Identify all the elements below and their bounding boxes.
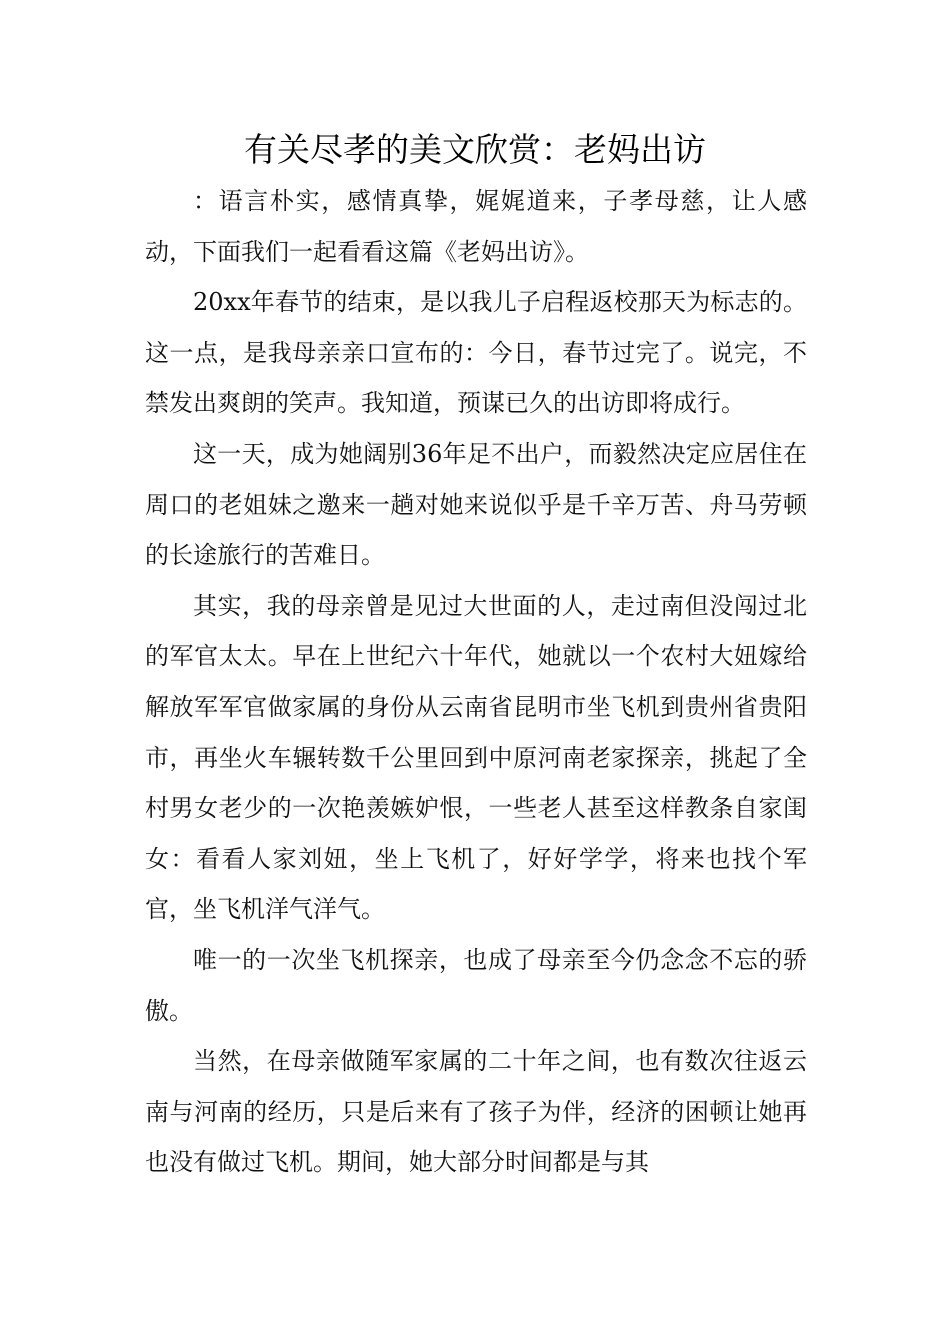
paragraph: 20xx年春节的结束，是以我儿子启程返校那天为标志的。这一点，是我母亲亲口宣布的：今日，春节过完了。说完，不禁发出爽朗的笑声。我知道，预谋已久的出访即将成行。 — [145, 288, 807, 418]
document-title: 有关尽孝的美文欣赏：老妈出访 — [244, 130, 706, 169]
paragraph-intro: ：语言朴实，感情真挚，娓娓道来，子孝母慈，让人感动，下面我们一起看看这篇《老妈出访》。 — [145, 187, 807, 266]
paragraph: 唯一的一次坐飞机探亲，也成了母亲至今仍念念不忘的骄傲。 — [145, 945, 807, 1025]
paragraph: 这一天，成为她阔别36年足不出户，而毅然决定应居住在周口的老姐妹之邀来一趟对她来说似乎是千辛万苦、舟马劳顿的长途旅行的苦难日。 — [145, 439, 807, 570]
document-body — [145, 176, 807, 1188]
paragraph: 当然，在母亲做随军家属的二十年之间，也有数次往返云南与河南的经历，只是后来有了孩子为伴，经济的困顿让她再也没有做过飞机。期间，她大部分时间都是与其 — [145, 1047, 807, 1177]
paragraph: 其实，我的母亲曾是见过大世面的人，走过南但没闯过北的军官太太。早在上世纪六十年代，她就以一个农村大妞嫁给解放军军官做家属的身份从云南省昆明市坐飞机到贵州省贵阳市，再坐火车辗转数千公里回到中原河南老家探亲，挑起了全村男女老少的一次艳羡嫉妒恨，一些老人甚至这样教条自家闺女：看看人家刘妞，坐上飞机了，好好学学，将来也找个军官，坐飞机洋气洋气。 — [145, 591, 807, 924]
